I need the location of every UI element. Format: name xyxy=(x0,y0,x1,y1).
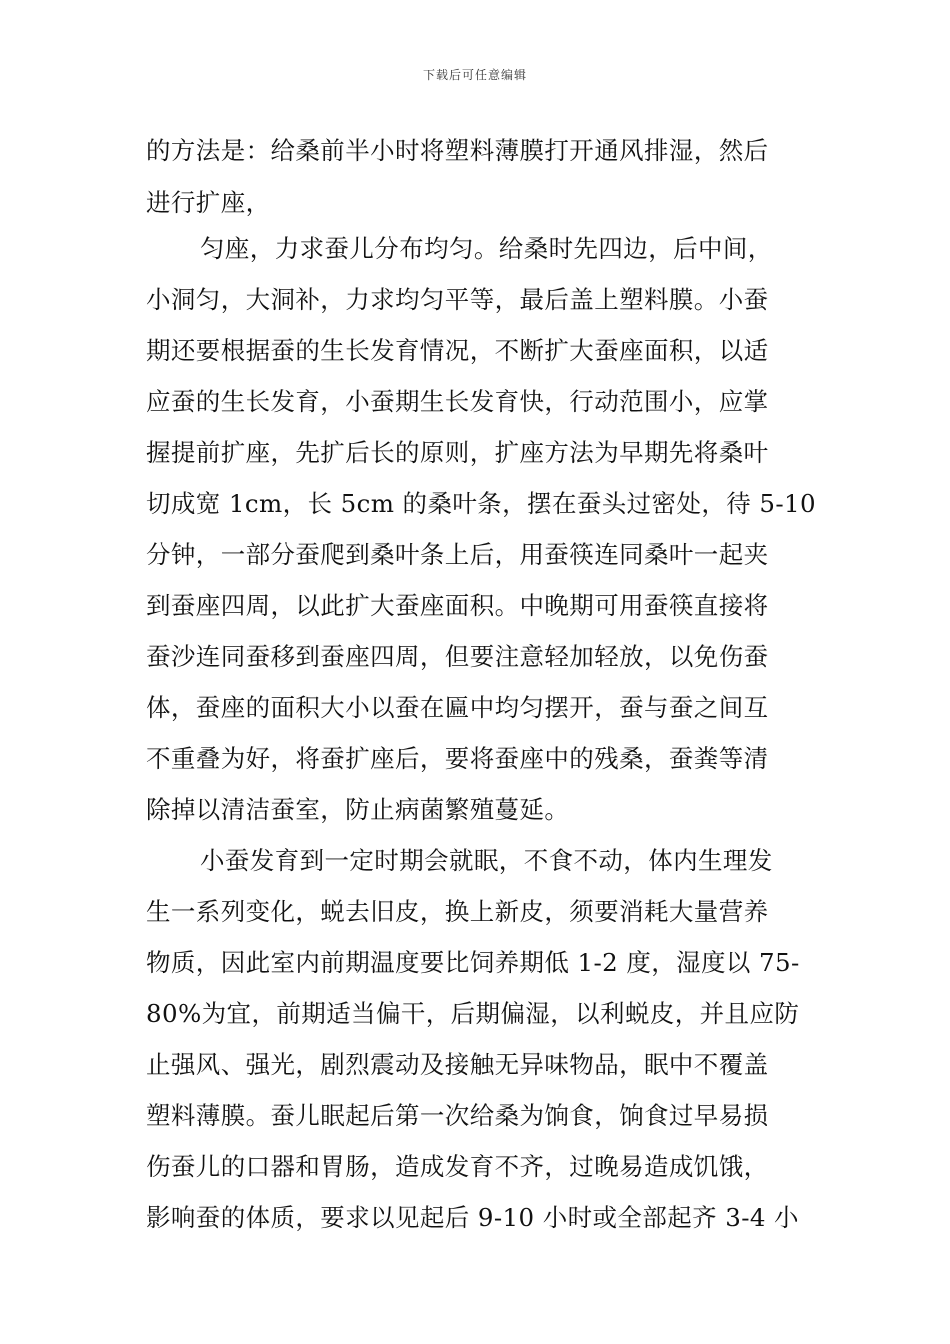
body-line: 握提前扩座，先扩后长的原则，扩座方法为早期先将桑叶 xyxy=(146,438,769,467)
paragraph-first-line: 匀座，力求蚕儿分布均匀。给桑时先四边，后中间， xyxy=(200,234,773,263)
body-line: 物质，因此室内前期温度要比饲养期低 1-2 度，湿度以 75- xyxy=(146,948,800,977)
body-line: 止强风、强光，剧烈震动及接触无异味物品，眠中不覆盖 xyxy=(146,1050,769,1079)
body-line: 不重叠为好，将蚕扩座后，要将蚕座中的残桑，蚕粪等清 xyxy=(146,744,769,773)
body-line: 塑料薄膜。蚕儿眠起后第一次给桑为饷食，饷食过早易损 xyxy=(146,1101,769,1130)
header-note: 下载后可任意编辑 xyxy=(422,68,527,82)
body-line: 生一系列变化，蜕去旧皮，换上新皮，须要消耗大量营养 xyxy=(146,897,769,926)
body-line: 80%为宜，前期适当偏干，后期偏湿，以利蜕皮，并且应防 xyxy=(146,999,800,1028)
body-line: 的方法是：给桑前半小时将塑料薄膜打开通风排湿，然后 xyxy=(146,136,769,165)
body-line: 期还要根据蚕的生长发育情况，不断扩大蚕座面积，以适 xyxy=(146,336,769,365)
body-line: 进行扩座， xyxy=(146,188,271,217)
body-line: 除掉以清洁蚕室，防止病菌繁殖蔓延。 xyxy=(146,795,570,824)
body-line: 应蚕的生长发育，小蚕期生长发育快，行动范围小，应掌 xyxy=(146,387,769,416)
body-line: 小洞匀，大洞补，力求均匀平等，最后盖上塑料膜。小蚕 xyxy=(146,285,769,314)
body-line: 伤蚕儿的口器和胃肠，造成发育不齐，过晚易造成饥饿， xyxy=(146,1152,769,1181)
body-line: 切成宽 1cm，长 5cm 的桑叶条，摆在蚕头过密处，待 5-10 xyxy=(146,489,816,518)
body-line: 体，蚕座的面积大小以蚕在匾中均匀摆开，蚕与蚕之间互 xyxy=(146,693,769,722)
body-line: 分钟，一部分蚕爬到桑叶条上后，用蚕筷连同桑叶一起夹 xyxy=(146,540,769,569)
body-line: 蚕沙连同蚕移到蚕座四周，但要注意轻加轻放，以免伤蚕 xyxy=(146,642,769,671)
body-line: 影响蚕的体质，要求以见起后 9-10 小时或全部起齐 3-4 小 xyxy=(146,1203,799,1232)
paragraph-first-line: 小蚕发育到一定时期会就眠，不食不动，体内生理发 xyxy=(200,846,773,875)
body-line: 到蚕座四周，以此扩大蚕座面积。中晚期可用蚕筷直接将 xyxy=(146,591,769,620)
